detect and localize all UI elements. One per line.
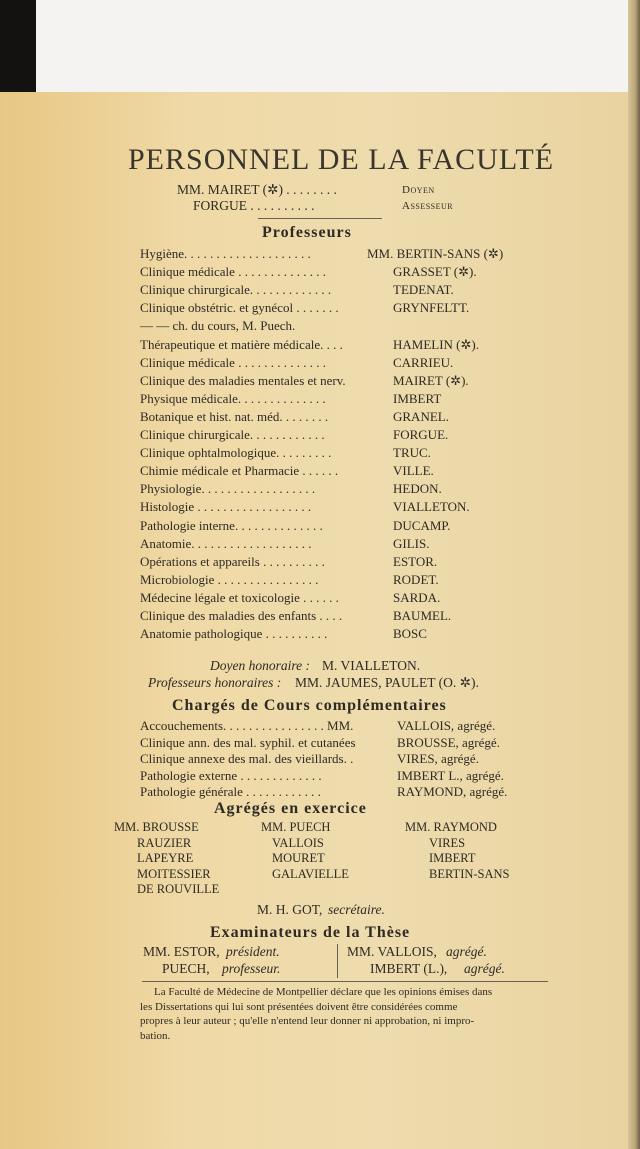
agrege-name: RAUZIER (137, 835, 192, 850)
professeur-subject: — — ch. du cours, M. Puech. (140, 318, 296, 334)
charge-name: BROUSSE, agrégé. (397, 734, 500, 750)
charge-subject: Pathologie externe . . . . . . . . . . . . . (140, 767, 322, 783)
officer-assesseur-name: FORGUE . . . . . . . . . . (193, 198, 315, 213)
agrege-name: MM. BROUSSE (114, 820, 199, 834)
examinateurs-heading: Examinateurs de la Thèse (210, 924, 411, 941)
agrege-name: IMBERT (429, 851, 476, 865)
agrege-name: MM. PUECH (261, 820, 331, 834)
professeur-subject: Microbiologie . . . . . . . . . . . . . . . . (140, 571, 319, 587)
professeur-subject: Chimie médicale et Pharmacie . . . . . . (140, 463, 339, 479)
professeur-subject: Clinique médicale . . . . . . . . . . . . . . (140, 354, 326, 370)
professeur-subject: Botanique et hist. nat. méd. . . . . . . . (140, 408, 329, 424)
examinateur-right-2-name: IMBERT (L.), (370, 961, 448, 976)
professeur-name: HEDON. (393, 481, 442, 497)
professeur-name: MAIRET (✲). (393, 372, 469, 388)
examinateur-right-1-name: MM. VALLOIS, (347, 944, 437, 959)
professeur-subject: Thérapeutique et matière médicale. . . . (140, 336, 343, 352)
professeur-subject: Physique médicale. . . . . . . . . . . . . . (140, 390, 326, 406)
examinateurs-divider (337, 944, 338, 978)
professeur-name: VIALLETON. (393, 499, 470, 515)
officer-doyen-role: Doyen (402, 184, 435, 196)
professeur-name: HAMELIN (✲). (393, 336, 479, 352)
examinateur-right-2-role: agrégé. (464, 961, 505, 976)
doyen-honoraire-label: Doyen honoraire : (210, 658, 310, 673)
examinateur-left-2-role: professeur. (222, 961, 281, 976)
notice-divider (142, 981, 548, 982)
agrege-name: GALAVIELLE (272, 866, 349, 881)
charge-name: VIRES, agrégé. (397, 751, 479, 766)
professeur-subject: Histologie . . . . . . . . . . . . . . . . . . (140, 499, 312, 515)
professeur-subject: Opérations et appareils . . . . . . . . . . (140, 553, 325, 569)
agrege-name: VALLOIS (272, 835, 324, 850)
professeur-subject: Pathologie interne. . . . . . . . . . . . . . (140, 517, 323, 533)
charge-subject: Clinique annexe des mal. des vieillards. . (140, 751, 354, 766)
professeur-name: ESTOR. (393, 553, 438, 569)
professeur-name: IMBERT (393, 390, 442, 406)
professeur-name: BAUMEL. (393, 608, 452, 623)
professeur-subject: Hygiène. . . . . . . . . . . . . . . . . . . . (140, 246, 311, 261)
professeur-name: GRASSET (✲). (393, 264, 477, 280)
scanner-background (0, 0, 640, 92)
scanner-dark-edge (0, 0, 36, 92)
professeur-name: MM. BERTIN-SANS (✲) (367, 246, 504, 261)
notice-line: les Dissertations qui lui sont présentées doivent être considérées comme (140, 1000, 458, 1013)
professeur-name: SARDA. (393, 589, 441, 605)
professeur-subject: Anatomie. . . . . . . . . . . . . . . . . . . (140, 535, 312, 551)
professeur-name: RODET. (393, 571, 439, 587)
page-edge (628, 0, 640, 1149)
professeur-subject: Clinique ophtalmologique. . . . . . . . . (140, 445, 332, 461)
secretaire-name: M. H. GOT, (257, 902, 323, 917)
examinateur-left-1-name: MM. ESTOR, (143, 944, 220, 959)
professeur-subject: Clinique chirurgicale. . . . . . . . . . . . (140, 427, 325, 442)
divider (258, 218, 382, 219)
secretaire-role: secrétaire. (328, 902, 385, 917)
professeur-name: GRANEL. (393, 408, 449, 424)
professeur-name: FORGUE. (393, 427, 449, 442)
professeur-name: TRUC. (393, 445, 431, 461)
professeur-subject: Médecine légale et toxicologie . . . . . . (140, 589, 339, 605)
professeur-name: GILIS. (393, 535, 430, 551)
doyen-honoraire-name: M. VIALLETON. (322, 658, 421, 673)
agrege-name: BERTIN-SANS (429, 866, 510, 881)
professeur-name: BOSC (393, 626, 427, 642)
charge-name: IMBERT L., agrégé. (397, 767, 504, 783)
charge-subject: Accouchements. . . . . . . . . . . . . . . . MM. (140, 718, 354, 733)
agrege-name: VIRES (429, 835, 466, 850)
professeur-subject: Anatomie pathologique . . . . . . . . . . (140, 626, 328, 642)
charge-subject: Pathologie générale . . . . . . . . . . . . (140, 784, 321, 799)
professeur-subject: Clinique des maladies des enfants . . . . (140, 608, 343, 623)
professeur-name: VILLE. (393, 463, 434, 479)
professeur-name: CARRIEU. (393, 354, 454, 370)
professeur-subject: Clinique obstétric. et gynécol . . . . . . . (140, 300, 339, 316)
agrege-name: LAPEYRE (137, 851, 194, 865)
notice-line: propres à leur auteur ; qu'elle n'entend leur donner ni approbation, ni impro- (140, 1015, 475, 1027)
professeur-name: DUCAMP. (393, 517, 451, 533)
agrege-name: MOITESSIER (137, 866, 211, 881)
charge-subject: Clinique ann. des mal. syphil. et cutanées (140, 734, 356, 750)
charges-heading: Chargés de Cours complémentaires (172, 697, 447, 714)
professeurs-honoraires-names: MM. JAUMES, PAULET (O. ✲). (295, 675, 479, 690)
professeur-subject: Physiologie. . . . . . . . . . . . . . . . . . (140, 481, 316, 497)
examinateur-left-1-role: président. (226, 944, 280, 959)
professeurs-heading: Professeurs (262, 224, 352, 241)
charge-name: VALLOIS, agrégé. (397, 718, 496, 733)
officer-assesseur-role: Assesseur (402, 200, 454, 212)
professeur-name: GRYNFELTT. (393, 300, 470, 316)
charge-name: RAYMOND, agrégé. (397, 784, 508, 799)
agrege-name: MOURET (272, 851, 325, 865)
agrege-name: DE ROUVILLE (137, 882, 220, 896)
professeurs-honoraires-label: Professeurs honoraires : (148, 675, 282, 690)
professeur-subject: Clinique médicale . . . . . . . . . . . . . . (140, 264, 326, 280)
examinateur-left-2-name: PUECH, (162, 961, 210, 976)
officer-doyen-name: MM. MAIRET (✲) . . . . . . . . (177, 182, 337, 197)
page-title: PERSONNEL DE LA FACULTÉ (128, 143, 555, 176)
notice-line: La Faculté de Médecine de Montpellier déclare que les opinions émises dans (154, 986, 493, 998)
examinateur-right-1-role: agrégé. (446, 944, 487, 959)
agrege-name: MM. RAYMOND (405, 820, 497, 834)
professeur-subject: Clinique chirurgicale. . . . . . . . . . . . . (140, 282, 332, 298)
professeur-name: TEDENAT. (393, 282, 454, 298)
professeur-subject: Clinique des maladies mentales et nerv. (140, 372, 346, 388)
agreges-heading: Agrégés en exercice (214, 800, 367, 817)
notice-line: bation. (140, 1029, 171, 1042)
